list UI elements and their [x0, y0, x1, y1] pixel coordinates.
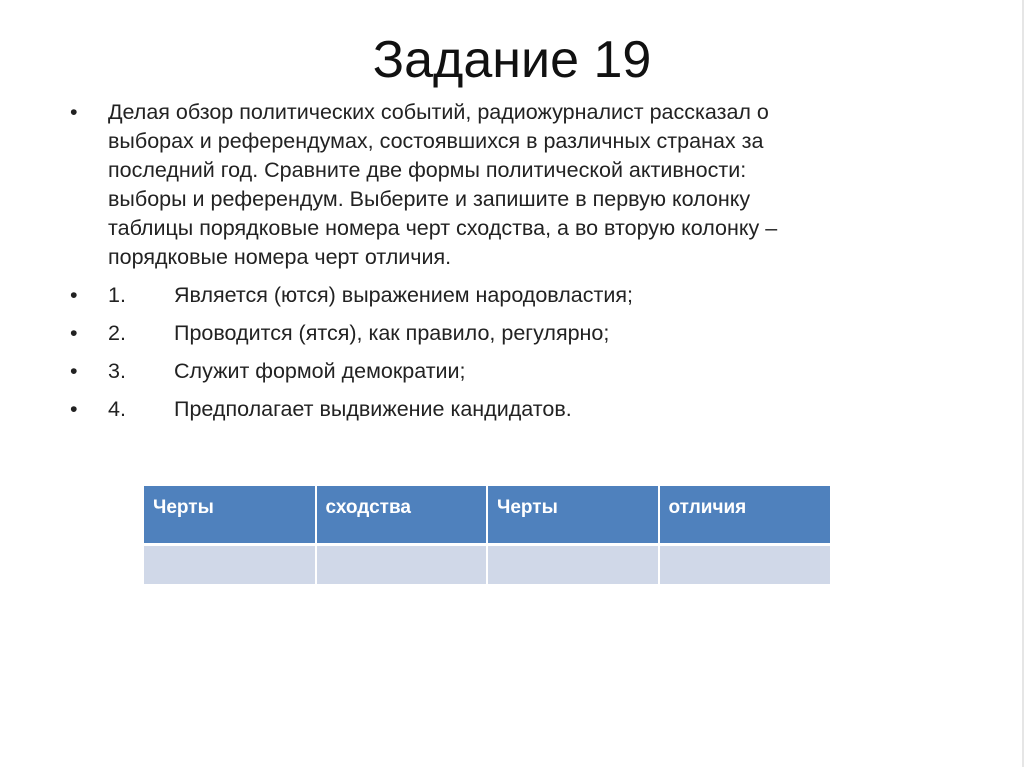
intro-line: последний год. Сравните две формы политической активности:: [108, 158, 747, 182]
bullet-dot: •: [70, 359, 78, 383]
item-number: 1.: [108, 283, 126, 307]
table-row: [144, 544, 830, 584]
answer-cell[interactable]: [144, 544, 316, 584]
bullet-dot: •: [70, 283, 78, 307]
header-cell: Черты: [487, 486, 659, 544]
answer-cell[interactable]: [316, 544, 488, 584]
table-header-row: [144, 486, 830, 544]
answer-table: [144, 486, 830, 584]
bullet-dot: •: [70, 397, 78, 421]
list-item: [60, 395, 940, 424]
item-text: Служит формой демократии;: [174, 359, 466, 383]
answer-cell[interactable]: [659, 544, 831, 584]
list-item: [60, 357, 940, 386]
header-cell: отличия: [659, 486, 831, 544]
intro-line: таблицы порядковые номера черт сходства, а во вторую колонку –: [108, 216, 778, 240]
item-text: Проводится (ятся), как правило, регулярно;: [174, 321, 610, 345]
header-cell: Черты: [144, 486, 316, 544]
bullet-list: [60, 98, 940, 433]
list-item: [60, 281, 940, 310]
item-text: Предполагает выдвижение кандидатов.: [174, 397, 572, 421]
item-text: Является (ются) выражением народовластия;: [174, 283, 633, 307]
answer-table-container: [144, 486, 830, 584]
list-item: [60, 319, 940, 348]
item-number: 3.: [108, 359, 126, 383]
intro-line: Делая обзор политических событий, радиожурналист рассказал о: [108, 100, 769, 124]
header-cell: сходства: [316, 486, 488, 544]
intro-line: выборы и референдум. Выберите и запишите в первую колонку: [108, 187, 751, 211]
bullet-dot: •: [70, 100, 78, 124]
item-number: 2.: [108, 321, 126, 345]
intro-line: порядковые номера черт отличия.: [108, 245, 452, 269]
intro-paragraph: [60, 98, 940, 272]
bullet-dot: •: [70, 321, 78, 345]
item-number: 4.: [108, 397, 126, 421]
intro-line: выборах и референдумах, состоявшихся в различных странах за: [108, 129, 764, 153]
slide-title: Задание 19: [372, 31, 652, 89]
answer-cell[interactable]: [487, 544, 659, 584]
